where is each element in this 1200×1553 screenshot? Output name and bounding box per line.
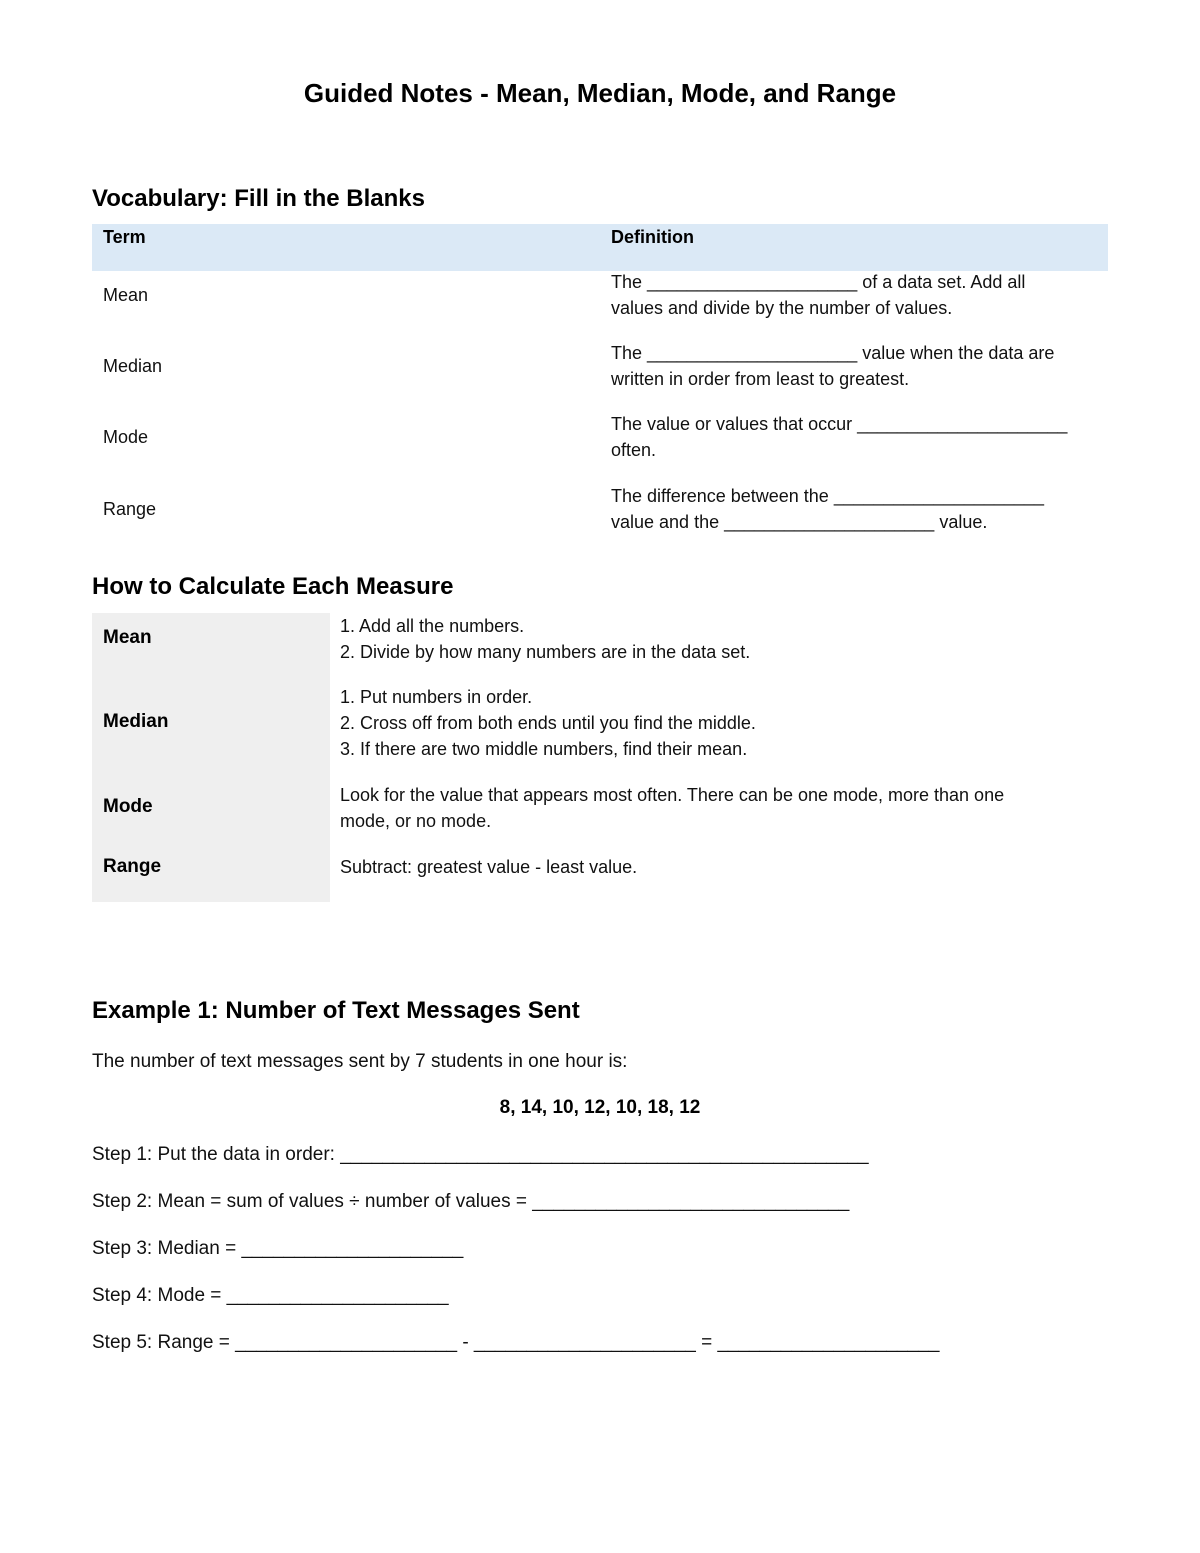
definition-line: written in order from least to greatest. (611, 369, 910, 389)
calculate-term-mean: Mean (103, 627, 152, 648)
definition-line: The difference between the _____________________ (611, 486, 1045, 506)
example-step-5: Step 5: Range = _____________________ - _____________________ = _____________________ (92, 1332, 940, 1353)
definition-line: The _____________________ value when the data are (611, 343, 1055, 363)
example-step-4: Step 4: Mode = _____________________ (92, 1285, 449, 1306)
term-column-header: Term (103, 227, 146, 247)
calculate-step: 1. Add all the numbers. (340, 616, 525, 636)
calculate-step: Subtract: greatest value - least value. (340, 857, 638, 877)
vocabulary-definition (611, 411, 1101, 463)
definition-line: The _____________________ of a data set. Add all (611, 272, 1026, 292)
vocabulary-row-mode (92, 413, 1108, 485)
definition-line: often. (611, 440, 657, 460)
definition-line: value and the _____________________ value. (611, 512, 988, 532)
example-data-set: 8, 14, 10, 12, 10, 18, 12 (499, 1097, 701, 1118)
page-title: Guided Notes - Mean, Median, Mode, and Range (303, 78, 897, 108)
definition-line: The value or values that occur _____________________ (611, 414, 1068, 434)
vocabulary-heading: Vocabulary: Fill in the Blanks (92, 185, 425, 212)
calculate-steps-mode (340, 782, 1080, 834)
definition-line: values and divide by the number of values. (611, 298, 953, 318)
calculate-steps-range (340, 854, 1080, 880)
vocabulary-definition (611, 269, 1101, 321)
vocabulary-table (92, 224, 1108, 556)
calculate-step: Look for the value that appears most often. There can be one mode, more than one (340, 785, 1005, 805)
calculate-term-range: Range (103, 856, 162, 877)
vocabulary-row-range (92, 485, 1108, 556)
vocabulary-table-header (92, 224, 1108, 271)
example-heading: Example 1: Number of Text Messages Sent (92, 997, 580, 1024)
calculate-step: mode, or no mode. (340, 811, 492, 831)
calculate-table (92, 613, 1108, 902)
vocabulary-row-mean (92, 271, 1108, 342)
calculate-step: 2. Cross off from both ends until you find the middle. (340, 713, 756, 733)
vocabulary-definition (611, 340, 1101, 392)
vocabulary-row-median (92, 342, 1108, 413)
calculate-step: 3. If there are two middle numbers, find their mean. (340, 739, 748, 759)
example-step-1: Step 1: Put the data in order: __________________________________________________ (92, 1144, 869, 1165)
calculate-term-median: Median (103, 711, 169, 732)
vocabulary-term: Mode (103, 427, 149, 447)
calculate-step: 2. Divide by how many numbers are in the data set. (340, 642, 751, 662)
calculate-heading: How to Calculate Each Measure (92, 573, 454, 600)
vocabulary-term: Range (103, 499, 157, 519)
calculate-term-mode: Mode (103, 796, 153, 817)
vocabulary-term: Mean (103, 285, 149, 305)
calculate-steps-median (340, 684, 1080, 762)
example-intro: The number of text messages sent by 7 students in one hour is: (92, 1051, 628, 1072)
definition-column-header: Definition (611, 227, 694, 247)
calculate-step: 1. Put numbers in order. (340, 687, 533, 707)
vocabulary-term: Median (103, 356, 163, 376)
example-step-3: Step 3: Median = _____________________ (92, 1238, 464, 1259)
vocabulary-definition (611, 483, 1101, 535)
example-step-2: Step 2: Mean = sum of values ÷ number of values = ______________________________ (92, 1191, 850, 1212)
calculate-steps-mean (340, 613, 1080, 665)
